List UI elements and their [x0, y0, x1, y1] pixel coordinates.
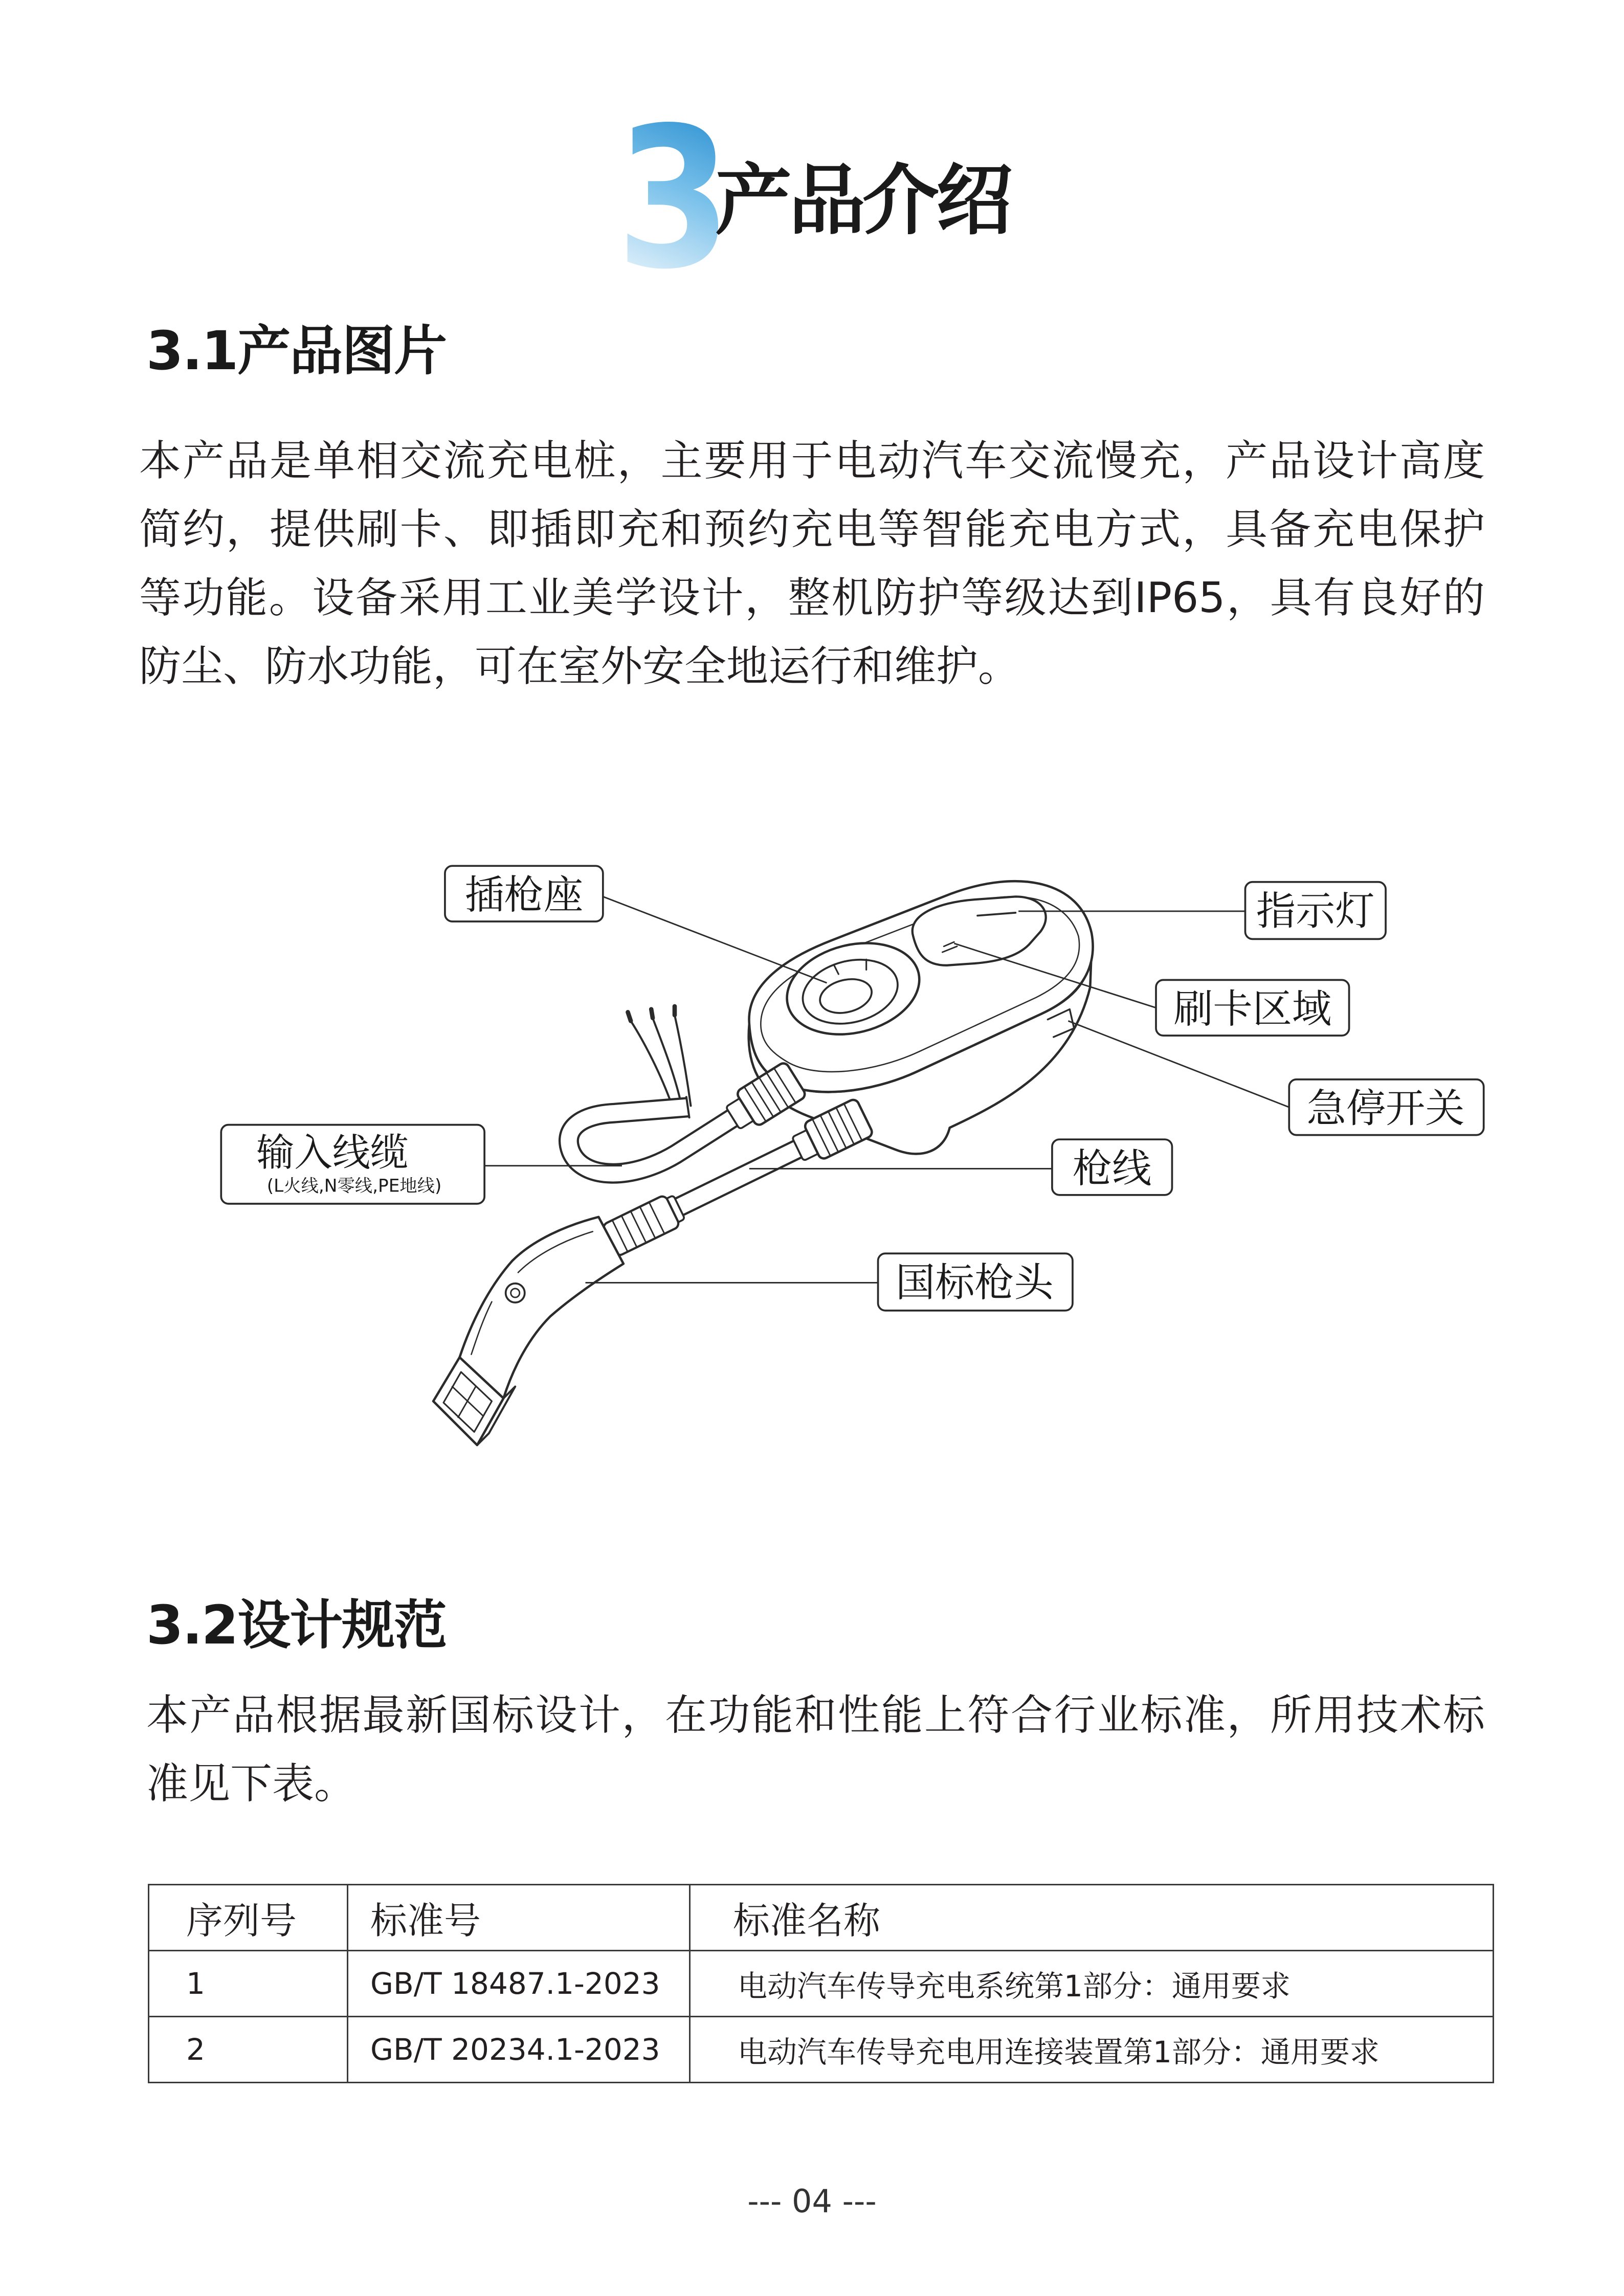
paragraph-line: 等功能。设备采用工业美学设计，整机防护等级达到IP65，具有良好的	[139, 574, 1485, 622]
header-serial-number: 序列号	[149, 1885, 348, 1951]
table-header-row	[149, 1885, 1494, 1951]
input-cable-wires	[628, 1006, 691, 1109]
table-row	[149, 2017, 1494, 2083]
section-heading-design-standards: 3.2设计规范	[146, 1594, 447, 1656]
cell-standard-number: GB/T 20234.1-2023	[348, 2017, 690, 2083]
cell-standard-name: 电动汽车传导充电系统第1部分：通用要求	[690, 1951, 1494, 2017]
svg-text:急停开关: 急停开关	[1306, 1086, 1465, 1132]
svg-text:插枪座: 插枪座	[464, 872, 584, 918]
header-standard-number: 标准号	[348, 1885, 690, 1951]
paragraph-line: 防尘、防水功能，可在室外安全地运行和维护。	[139, 642, 1020, 691]
cell-serial-number: 2	[149, 2017, 348, 2083]
label-emergency-stop	[1289, 1079, 1483, 1135]
paragraph-line: 准见下表。	[146, 1760, 357, 1808]
label-charging-socket	[445, 866, 603, 921]
header-standard-name: 标准名称	[690, 1885, 1494, 1951]
section-heading-product-picture: 3.1产品图片	[146, 320, 447, 382]
leader-line-charging-socket	[603, 896, 827, 983]
connector-gun	[433, 1191, 687, 1445]
page-number: --- 04 ---	[747, 2182, 877, 2220]
chapter-title: 产品介绍	[715, 156, 1010, 245]
paragraph-line: 本产品是单相交流充电桩，主要用于电动汽车交流慢充，产品设计高度	[139, 437, 1485, 485]
product-illustration	[433, 881, 1093, 1445]
svg-text:指示灯: 指示灯	[1256, 888, 1375, 934]
design-standards-paragraph	[146, 1681, 1485, 1818]
svg-text:刷卡区域: 刷卡区域	[1173, 986, 1332, 1032]
paragraph-line: 简约，提供刷卡、即插即充和预约充电等智能充电方式，具备充电保护	[139, 505, 1485, 554]
label-gun-cable	[1052, 1139, 1172, 1195]
cell-serial-number: 1	[149, 1951, 348, 2017]
paragraph-line: 本产品根据最新国标设计，在功能和性能上符合行业标准，所用技术标	[146, 1691, 1485, 1740]
gun-handle	[460, 1217, 624, 1399]
label-indicator-light	[1245, 882, 1386, 939]
product-intro-paragraph	[139, 427, 1485, 701]
chapter-number: 3	[616, 85, 731, 312]
svg-text:输入线缆: 输入线缆	[256, 1130, 409, 1175]
gun-release-button	[506, 1284, 525, 1302]
svg-text:(L火线,N零线,PE地线): (L火线,N零线,PE地线)	[266, 1176, 442, 1197]
standards-table	[148, 1884, 1494, 2083]
label-input-cable	[221, 1125, 484, 1204]
label-card-area	[1156, 980, 1349, 1036]
svg-text:国标枪头: 国标枪头	[895, 1259, 1054, 1306]
svg-text:枪线: 枪线	[1072, 1145, 1152, 1192]
cell-standard-number: GB/T 18487.1-2023	[348, 1951, 690, 2017]
table-row	[149, 1951, 1494, 2017]
label-gb-connector	[878, 1253, 1073, 1311]
cell-standard-name: 电动汽车传导充电用连接装置第1部分：通用要求	[690, 2017, 1494, 2083]
product-diagram	[212, 848, 1493, 1455]
